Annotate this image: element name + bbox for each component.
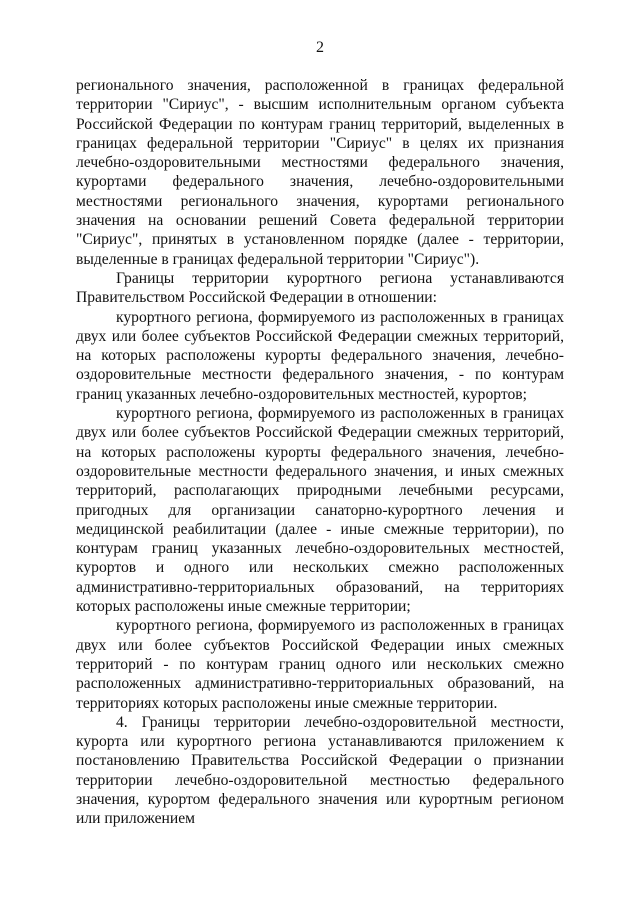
page-number: 2 — [316, 39, 324, 56]
paragraph-resort-region-item-1: курортного региона, формируемого из расположенных в границах двух или более субъектов Российской Федерации смежных территорий, на которых расположены курорты федерального значения, лечебно-оздоровительные местности федерального значения, - по контурам границ указанных лечебно-оздоровительных местностей, курортов; — [76, 308, 564, 403]
paragraph-resort-region-borders: Границы территории курортного региона устанавливаются Правительством Российской Федерации в отношении: — [76, 269, 564, 307]
paragraph-resort-region-item-3: курортного региона, формируемого из расположенных в границах двух или более субъектов Российской Федерации иных смежных территорий - по контурам границ одного или нескольких смежно расположенных административно-территориальных образований, на территориях которых расположены иные смежные территории. — [76, 617, 564, 712]
paragraph-resort-region-item-2: курортного региона, формируемого из расположенных в границах двух или более субъектов Российской Федерации смежных территорий, на которых расположены курорты федерального значения, лечебно-оздоровительные местности федерального значения, и иных смежных территорий, располагающих природными лечебными ресурсами, пригодных для организации санаторно-курортного лечения и медицинской реабилитации (далее - иные смежные территории), по контурам границ указанных лечебно-оздоровительных местностей, курортов и одного или нескольких смежно расположенных административно-территориальных образований, на территориях которых расположены иные смежные территории; — [76, 405, 564, 616]
document-body — [76, 76, 564, 829]
paragraph-continuation: регионального значения, расположенной в границах федеральной территории "Сириус", - высшим исполнительным органом субъекта Российской Федерации по контурам границ территорий, выделенных в границах федеральной территории "Сириус" в целях их признания лечебно-оздоровительными местностями федерального значения, курортами федерального значения, лечебно-оздоровительными местностями регионального значения, курортами регионального значения на основании решений Совета федеральной территории "Сириус", принятых в установленном порядке (далее - территории, выделенные в границах федеральной территории "Сириус"). — [76, 77, 564, 268]
paragraph-section-4: 4. Границы территории лечебно-оздоровительной местности, курорта или курортного региона устанавливаются приложением к постановлению Правительства Российской Федерации о признании территории лечебно-оздоровительной местностью федерального значения, курортом федерального значения или курортным регионом или приложением — [76, 713, 564, 828]
